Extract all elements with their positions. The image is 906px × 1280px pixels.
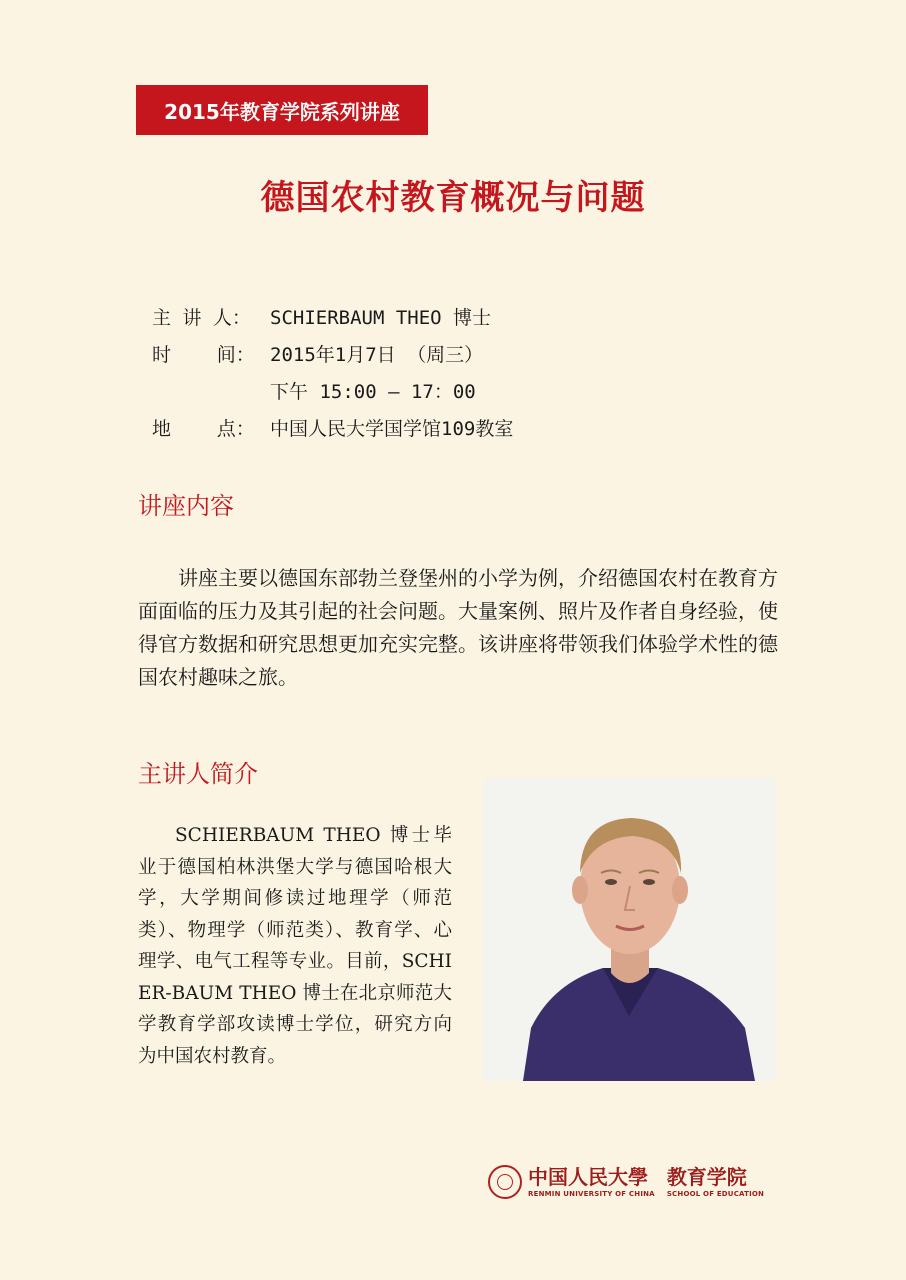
speaker-row: [152, 300, 513, 337]
series-banner: 2015年教育学院系列讲座: [136, 85, 428, 135]
time-hours: 下午 15:00 – 17：00: [270, 381, 476, 403]
bio-heading: 主讲人简介: [138, 760, 258, 788]
content-paragraph: 讲座主要以德国东部勃兰登堡州的小学为例，介绍德国农村在教育方面面临的压力及其引起的社会问题。大量案例、照片及作者自身经验，使得官方数据和研究思想更加充实完整。该讲座将带领我们体验学术性的德国农村趣味之旅。: [138, 566, 778, 689]
university-name-cn: 中国人民大學: [528, 1165, 648, 1189]
university-logo: [528, 1165, 655, 1199]
place-value: 中国人民大学国学馆109教室: [270, 418, 514, 440]
speaker-value: SCHIERBAUM THEO 博士: [270, 307, 492, 329]
lecture-info: [152, 300, 513, 448]
place-row: [152, 411, 513, 448]
time-row-2: [152, 374, 513, 411]
footer-logo: [488, 1158, 774, 1206]
time-row: [152, 337, 513, 374]
lecture-title: 德国农村教育概况与问题: [260, 178, 646, 218]
time-date: 2015年1月7日 （周三）: [270, 344, 484, 366]
content-heading: 讲座内容: [138, 492, 234, 520]
place-label: 地 点：: [152, 418, 255, 440]
university-seal-icon: [488, 1165, 522, 1199]
school-name-en: SCHOOL OF EDUCATION: [666, 1190, 765, 1198]
time-label: 时 间：: [152, 344, 255, 366]
speaker-label: 主 讲 人：: [152, 307, 251, 329]
school-name-cn: 教育学院: [666, 1165, 747, 1189]
time-label-spacer: [152, 374, 270, 411]
speaker-photo: [483, 778, 776, 1081]
school-logo: [667, 1165, 764, 1199]
bio-paragraph: SCHIERBAUM THEO 博士毕业于德国柏林洪堡大学与德国哈根大学，大学期间修读过地理学（师范类）、物理学（师范类）、教育学、心理学、电气工程等专业。目前，SCHIER-BAUM THEO 博士在北京师范大学教育学部攻读博士学位，研究方向为中国农村教育。: [138, 825, 452, 1067]
speaker-portrait-icon: [483, 778, 776, 1081]
university-name-en: RENMIN UNIVERSITY OF CHINA: [528, 1190, 655, 1198]
